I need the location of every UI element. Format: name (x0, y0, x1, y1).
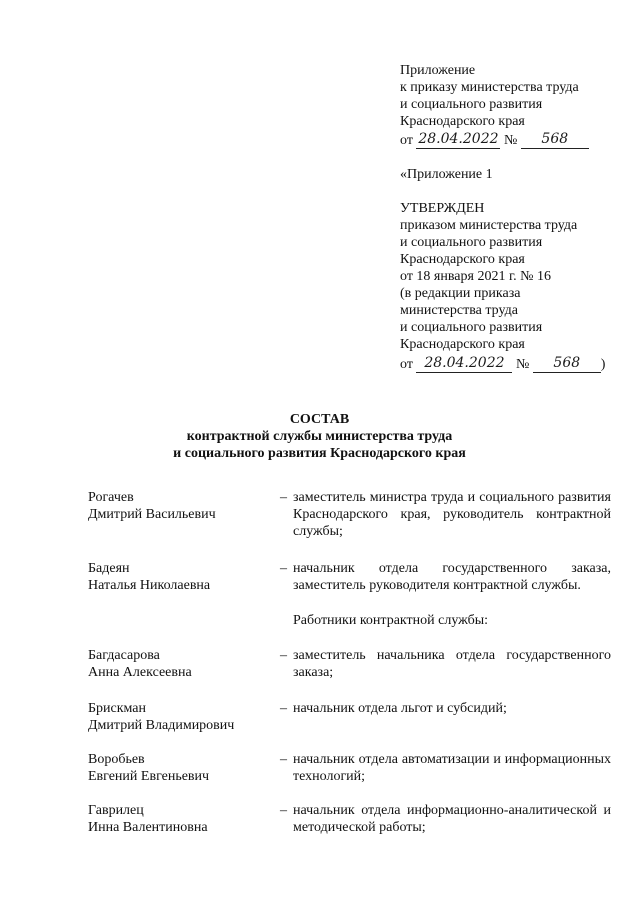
approved-line-7: и социального развития (400, 320, 543, 335)
worker-dash: – (280, 701, 287, 716)
worker-role: начальник отдела автоматизации и информационных технологий; (293, 752, 611, 784)
approved-number-handwritten: 568 (533, 355, 601, 373)
worker-surname: Багдасарова (88, 648, 160, 663)
approved-line-1: приказом министерства труда (400, 218, 578, 233)
worker-dash: – (280, 752, 287, 767)
appendix-line-3: и социального развития (400, 97, 543, 112)
worker-dash: – (280, 803, 287, 818)
worker-surname: Брискман (88, 701, 147, 716)
approved-line-8: Краснодарского края (400, 337, 525, 352)
worker-role: начальник отдела информационно-аналитической и методической работы; (293, 803, 611, 835)
member-role: заместитель министра труда и социального развития Краснодарского края, руководитель контрактной службы; (293, 490, 611, 539)
approved-closing: ) (600, 357, 606, 372)
document-title: СОСТАВ (289, 412, 350, 427)
member-role: начальник отдела государственного заказа, заместитель руководителя контрактной службы. (293, 561, 611, 593)
appendix-from-prefix: от (400, 133, 413, 148)
member-given-name: Дмитрий Васильевич (88, 507, 216, 522)
approved-number-sign: № (515, 357, 530, 372)
appendix-date-line (400, 131, 589, 149)
approved-line-5: (в редакции приказа (400, 286, 521, 301)
member-given-name: Наталья Николаевна (88, 578, 211, 593)
worker-surname: Гаврилец (88, 803, 144, 818)
appendix-line-2: к приказу министерства труда (400, 80, 579, 95)
member-dash: – (280, 490, 287, 505)
appendix-number-sign: № (503, 133, 518, 148)
worker-dash: – (280, 648, 287, 663)
document-subtitle-line-2: и социального развития Краснодарского края (173, 446, 466, 461)
approved-line-2: и социального развития (400, 235, 543, 250)
worker-role: заместитель начальника отдела государственного заказа; (293, 648, 611, 680)
worker-role: начальник отдела льгот и субсидий; (293, 701, 507, 716)
member-dash: – (280, 561, 287, 576)
appendix-line-4: Краснодарского края (400, 114, 525, 129)
worker-surname: Воробьев (88, 752, 145, 767)
appendix1-label: «Приложение 1 (400, 167, 493, 182)
worker-given-name: Инна Валентиновна (88, 820, 208, 835)
approved-date-handwritten: 28.04.2022 (416, 355, 512, 373)
approved-heading: УТВЕРЖДЕН (400, 201, 485, 216)
worker-given-name: Евгений Евгеньевич (88, 769, 210, 784)
approved-line-3: Краснодарского края (400, 252, 525, 267)
approved-line-6: министерства труда (400, 303, 518, 318)
approved-from-prefix: от (400, 357, 413, 372)
appendix-line-1: Приложение (400, 63, 476, 78)
worker-given-name: Анна Алексеевна (88, 665, 192, 680)
workers-heading: Работники контрактной службы: (293, 613, 489, 628)
member-surname: Рогачев (88, 490, 134, 505)
approved-date-line (400, 355, 605, 373)
appendix-date-handwritten: 28.04.2022 (418, 131, 499, 147)
appendix-number-handwritten: 568 (521, 131, 589, 149)
document-subtitle-line-1: контрактной службы министерства труда (186, 429, 453, 444)
worker-given-name: Дмитрий Владимирович (88, 718, 235, 733)
member-surname: Бадеян (88, 561, 130, 576)
approved-line-4: от 18 января 2021 г. № 16 (400, 269, 551, 284)
